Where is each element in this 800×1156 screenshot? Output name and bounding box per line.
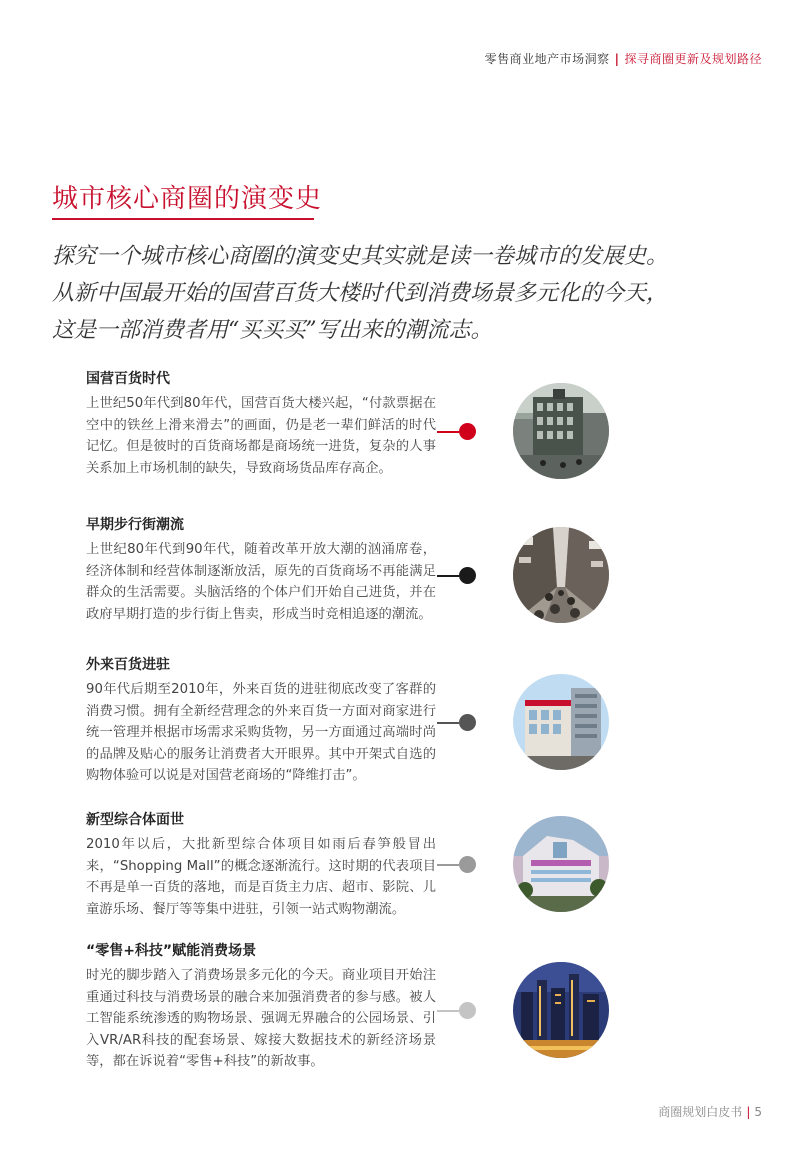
footer-separator: | <box>746 1105 751 1119</box>
header-right: 探寻商圈更新及规划路径 <box>624 52 762 66</box>
section-title: 城市核心商圈的演变史 <box>52 184 323 214</box>
era-description: 时光的脚步踏入了消费场景多元化的今天。商业项目开始注重通过科技与消费场景的融合来加强消费者的参与感。被人工智能系统渗透的购物场景、强调无界融合的公园场景、引入VR/AR科技的配套场景、嫁接大数据技术的新经济场景等，都在诉说着“零售+科技”的新故事。 <box>86 968 436 1069</box>
old-department-store-photo-icon <box>513 383 609 479</box>
era-title: 外来百货进驻 <box>86 657 170 673</box>
era-block <box>86 368 436 479</box>
timeline-connector <box>437 431 459 433</box>
timeline-dot <box>459 567 476 584</box>
era-block <box>86 654 436 787</box>
intro-line: 这是一部消费者用“买买买”写出来的潮流志。 <box>52 318 493 343</box>
page-header <box>485 50 762 67</box>
intro-line: 探究一个城市核心商圈的演变史其实就是读一卷城市的发展史。 <box>52 244 669 269</box>
timeline-dot <box>459 856 476 873</box>
era-description: 上世纪50年代到80年代，国营百货大楼兴起，“付款票据在空中的铁丝上滑来滑去”的画面，仍是老一辈们鲜活的时代记忆。但是彼时的百货商场都是商场统一进货，复杂的人事关系加上市场机制的缺失，导致商场货品库存高企。 <box>86 396 436 476</box>
era-block <box>86 809 436 920</box>
era-block <box>86 514 436 625</box>
timeline-dot <box>459 1002 476 1019</box>
era-title: 新型综合体面世 <box>86 812 184 828</box>
era-description: 2010年以后，大批新型综合体项目如雨后春笋般冒出来，“Shopping Mall”的概念逐渐流行。这时期的代表项目不再是单一百货的落地，而是百货主力店、超市、影院、儿童游乐场、餐厅等等集中进驻，引领一站式购物潮流。 <box>86 837 436 917</box>
pedestrian-street-photo-icon <box>513 527 609 623</box>
shopping-mall-photo-icon <box>513 816 609 912</box>
header-separator: | <box>614 52 620 66</box>
era-description: 90年代后期至2010年，外来百货的进驻彻底改变了客群的消费习惯。拥有全新经营理念的外来百货一方面对商家进行统一管理并根据市场需求采购货物，另一方面通过高端时尚的品牌及贴心的服务让消费者大开眼界。其中开架式自选的购物体验可以说是对国营老商场的“降维打击”。 <box>86 682 436 783</box>
timeline-connector <box>437 575 459 577</box>
title-underline <box>52 218 314 220</box>
era-description: 上世纪80年代到90年代，随着改革开放大潮的汹涌席卷，经济体制和经营体制逐渐放活，原先的百货商场不再能满足群众的生活需要。头脑活络的个体户们开始自己进货，并在政府早期打造的步行街上售卖，形成当时竞相追逐的潮流。 <box>86 542 436 622</box>
footer-label: 商圈规划白皮书 <box>658 1105 743 1119</box>
timeline-connector <box>437 864 459 866</box>
era-title: “零售+科技”赋能消费场景 <box>86 943 257 959</box>
timeline-connector <box>437 1010 459 1012</box>
intro-line: 从新中国最开始的国营百货大楼时代到消费场景多元化的今天， <box>52 281 669 306</box>
timeline-dot <box>459 423 476 440</box>
header-left: 零售商业地产市场洞察 <box>484 52 610 66</box>
timeline-dot <box>459 714 476 731</box>
city-night-skyline-photo-icon <box>513 962 609 1058</box>
intro-quote <box>52 238 772 349</box>
era-block <box>86 940 436 1073</box>
department-store-building-photo-icon <box>513 674 609 770</box>
timeline-connector <box>437 722 459 724</box>
page-footer <box>658 1103 762 1120</box>
page-number: 5 <box>754 1105 762 1119</box>
era-title: 国营百货时代 <box>86 371 170 387</box>
era-title: 早期步行街潮流 <box>86 517 184 533</box>
